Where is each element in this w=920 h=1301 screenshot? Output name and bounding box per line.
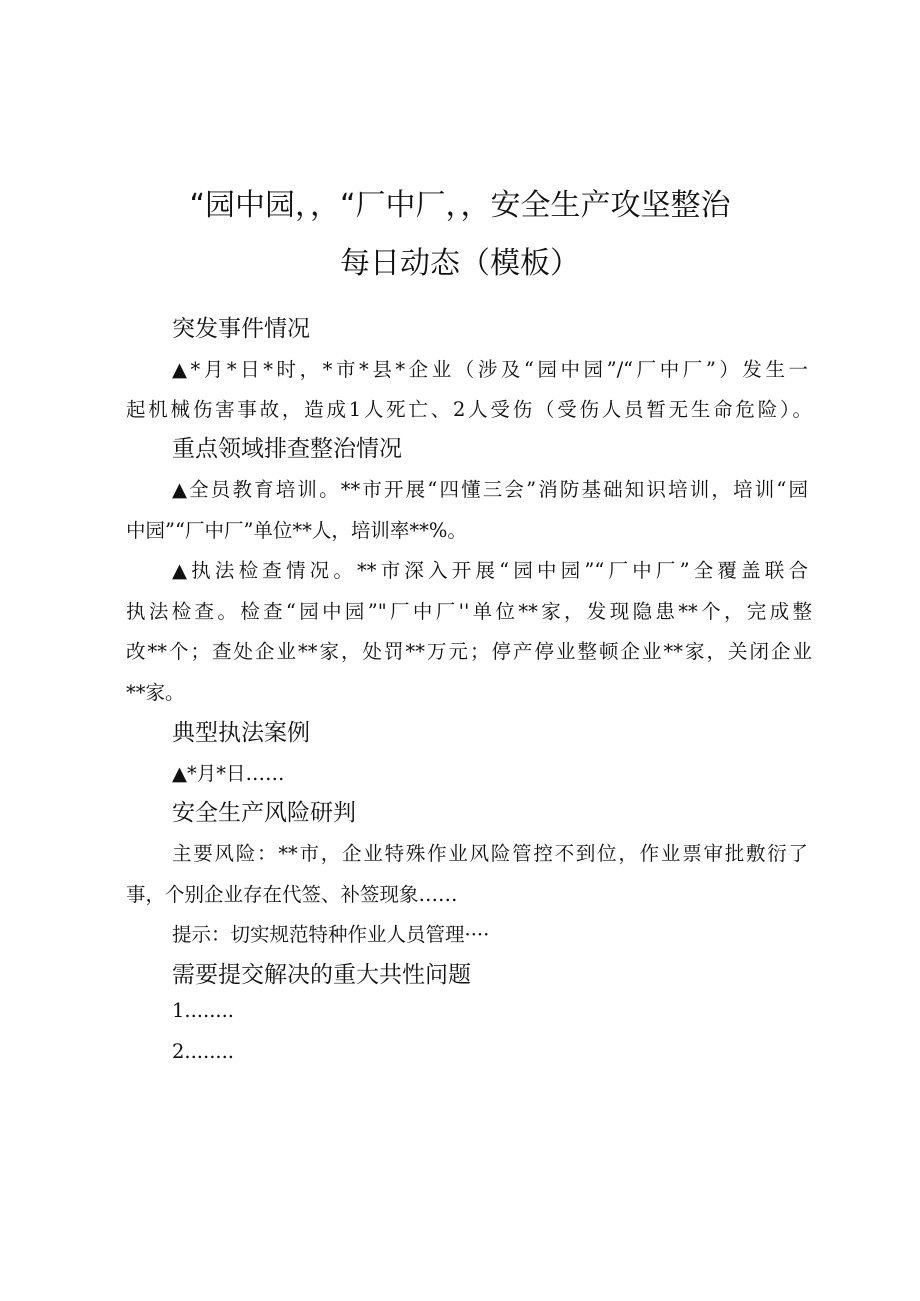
inspection-line-1: ▲全员教育培训。**市开展“四懂三会”消防基础知识培训，培训“园 — [172, 478, 808, 501]
inspection-line-5: 改**个；查处企业**家，处罚**万元；停产停业整顿企业**家，关闭企业 — [126, 640, 812, 663]
inspection-line-2: 中园”“厂中厂”单位**人，培训率**%。 — [126, 519, 467, 542]
section-heading-risk: 安全生产风险研判 — [172, 800, 356, 826]
cases-line-1: ▲*月*日…… — [172, 762, 285, 785]
incident-line-1: ▲*月*日*时，*市*县*企业（涉及“园中园”/“厂中厂”）发生一 — [172, 358, 808, 381]
incident-line-2: 起机械伤害事故，造成1人死亡、2人受伤（受伤人员暂无生命危险）。 — [126, 398, 812, 421]
section-heading-inspection: 重点领域排查整治情况 — [172, 436, 402, 462]
risk-line-2: 事，个别企业存在代签、补签现象…… — [126, 883, 458, 906]
section-heading-cases: 典型执法案例 — [172, 720, 310, 746]
document-title-line-1: “园中园，，“厂中厂，，安全生产攻坚整治 — [189, 188, 731, 223]
document-title-line-2: 每日动态（模板） — [340, 246, 580, 281]
section-heading-issues: 需要提交解决的重大共性问题 — [172, 962, 471, 988]
risk-line-3: 提示：切实规范特种作业人员管理···· — [172, 923, 490, 946]
inspection-line-3: ▲执法检查情况。**市深入开展“园中园”“厂中厂”全覆盖联合 — [172, 559, 808, 582]
issue-item-1: 1........ — [172, 999, 234, 1022]
risk-line-1: 主要风险：**市，企业特殊作业风险管控不到位，作业票审批敷衍了 — [172, 842, 808, 865]
section-heading-incident: 突发事件情况 — [172, 316, 310, 342]
issue-item-2: 2........ — [172, 1040, 234, 1063]
inspection-line-6: **家。 — [126, 681, 185, 704]
inspection-line-4: 执法检查。检查“园中园”"厂中厂''单位**家，发现隐患**个，完成整 — [126, 600, 812, 623]
